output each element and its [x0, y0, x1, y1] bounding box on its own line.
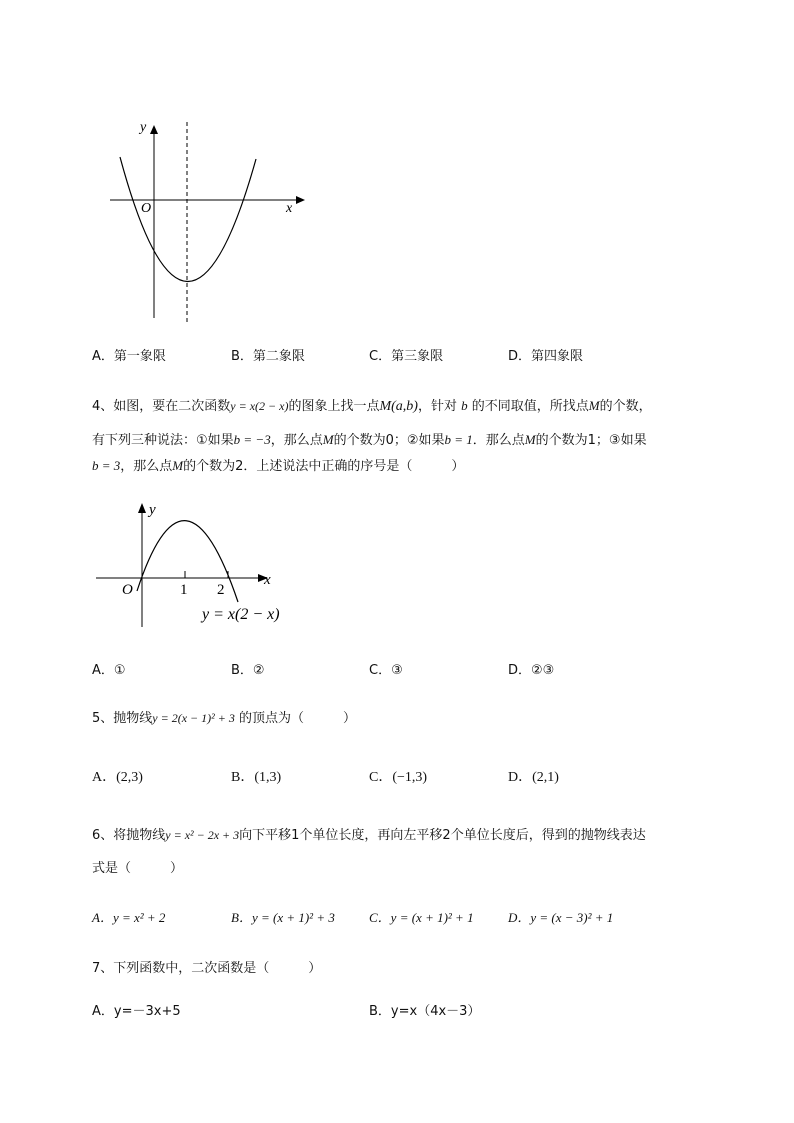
y-axis-label: y [149, 502, 156, 518]
tick-2-label: 2 [217, 582, 225, 598]
q3-option-c[interactable]: C．第三象限 [369, 349, 444, 364]
q4-text: 有下列三种说法：①如果 [92, 433, 234, 448]
q4-text: 4、如图，要在二次函数 [92, 399, 231, 414]
q4-stem-line-1 [92, 395, 652, 415]
q4-text: ，那么点 [120, 459, 173, 474]
q4-text: 的个数为0；②如果 [333, 433, 445, 448]
q5-option-d[interactable]: D．(2,1) [508, 770, 559, 785]
q4-text: ，针对 [417, 399, 457, 414]
q5-option-b[interactable]: B．(1,3) [231, 770, 282, 785]
q6-text: 6、将抛物线 [92, 828, 166, 843]
q4-text: 的不同取值，所找点 [471, 399, 589, 414]
q4-var-m: M [524, 432, 536, 447]
q6-text: 向下平移1个单位长度，再向左平移2个单位长度后，得到的抛物线表达 [239, 828, 646, 843]
q6-function: y = x² − 2x + 3 [165, 828, 240, 842]
parabola-curve [120, 157, 256, 282]
q4-option-b[interactable]: B．② [231, 663, 265, 678]
x-axis-label: x [286, 201, 293, 216]
origin-label: O [141, 201, 152, 216]
q4-eq: b = 3 [92, 458, 121, 473]
q4-stem-line-2 [92, 429, 647, 448]
q4-eq: b = −3 [233, 432, 271, 447]
q5-function: y = 2(x − 1)² + 3 [152, 711, 235, 725]
q7-option-b[interactable]: B．y=x（4x－3） [369, 1004, 481, 1019]
q7-option-a[interactable]: A．y=－3x+5 [92, 1004, 181, 1019]
tick-1-label: 1 [180, 582, 188, 598]
y-axis-arrow [150, 125, 158, 134]
y-axis-arrow [138, 503, 146, 513]
q5-option-a[interactable]: A．(2,3) [92, 770, 143, 785]
q4-var-m: M [588, 398, 600, 413]
curve-label: y = x(2 − x) [202, 606, 280, 623]
q3-option-b[interactable]: B．第二象限 [231, 349, 305, 364]
origin-label: O [122, 582, 133, 598]
q5-stem [92, 707, 356, 726]
q7-stem: 7、下列函数中，二次函数是（ ） [92, 961, 322, 976]
x-axis-label: x [264, 572, 271, 588]
y-axis-label: y [140, 120, 147, 135]
q6-option-c[interactable]: C．y = (x + 1)² + 1 [369, 910, 474, 925]
q6-stem-line-2: 式是（ ） [92, 861, 184, 876]
q5-text: 5、抛物线 [92, 711, 153, 726]
q6-option-d[interactable]: D．y = (x − 3)² + 1 [508, 910, 614, 925]
q3-option-a[interactable]: A．第一象限 [92, 349, 166, 364]
q6-option-b[interactable]: B．y = (x + 1)² + 3 [231, 910, 335, 925]
parabola-graph-1 [100, 110, 315, 330]
q4-text: ．那么点 [472, 433, 525, 448]
q4-option-a[interactable]: A．① [92, 663, 126, 678]
q4-option-d[interactable]: D．②③ [508, 663, 555, 678]
q6-option-a[interactable]: A．y = x² + 2 [92, 910, 166, 925]
q4-point: M(a,b) [379, 399, 418, 414]
x-axis-arrow [296, 196, 305, 204]
q4-text: ，那么点 [270, 433, 323, 448]
q4-text: 的图象上找一点 [288, 399, 380, 414]
q4-text: 的个数， [599, 399, 652, 414]
q5-option-c[interactable]: C．(−1,3) [369, 770, 428, 785]
q4-function: y = x(2 − x) [230, 399, 289, 413]
q6-stem-line-1 [92, 824, 646, 843]
q3-option-d[interactable]: D．第四象限 [508, 349, 584, 364]
q4-stem-line-3 [92, 455, 464, 474]
q4-eq: b = 1 [444, 432, 473, 447]
q4-option-c[interactable]: C．③ [369, 663, 403, 678]
q4-var-m: M [322, 432, 334, 447]
q4-var-m: M [172, 458, 184, 473]
q4-text: 的个数为1；③如果 [535, 433, 647, 448]
q5-text: 的顶点为（ ） [238, 711, 356, 726]
parabola-graph-2 [90, 495, 290, 630]
q4-var-b: b [461, 398, 468, 413]
q4-text: 的个数为2．上述说法中正确的序号是（ ） [183, 459, 465, 474]
